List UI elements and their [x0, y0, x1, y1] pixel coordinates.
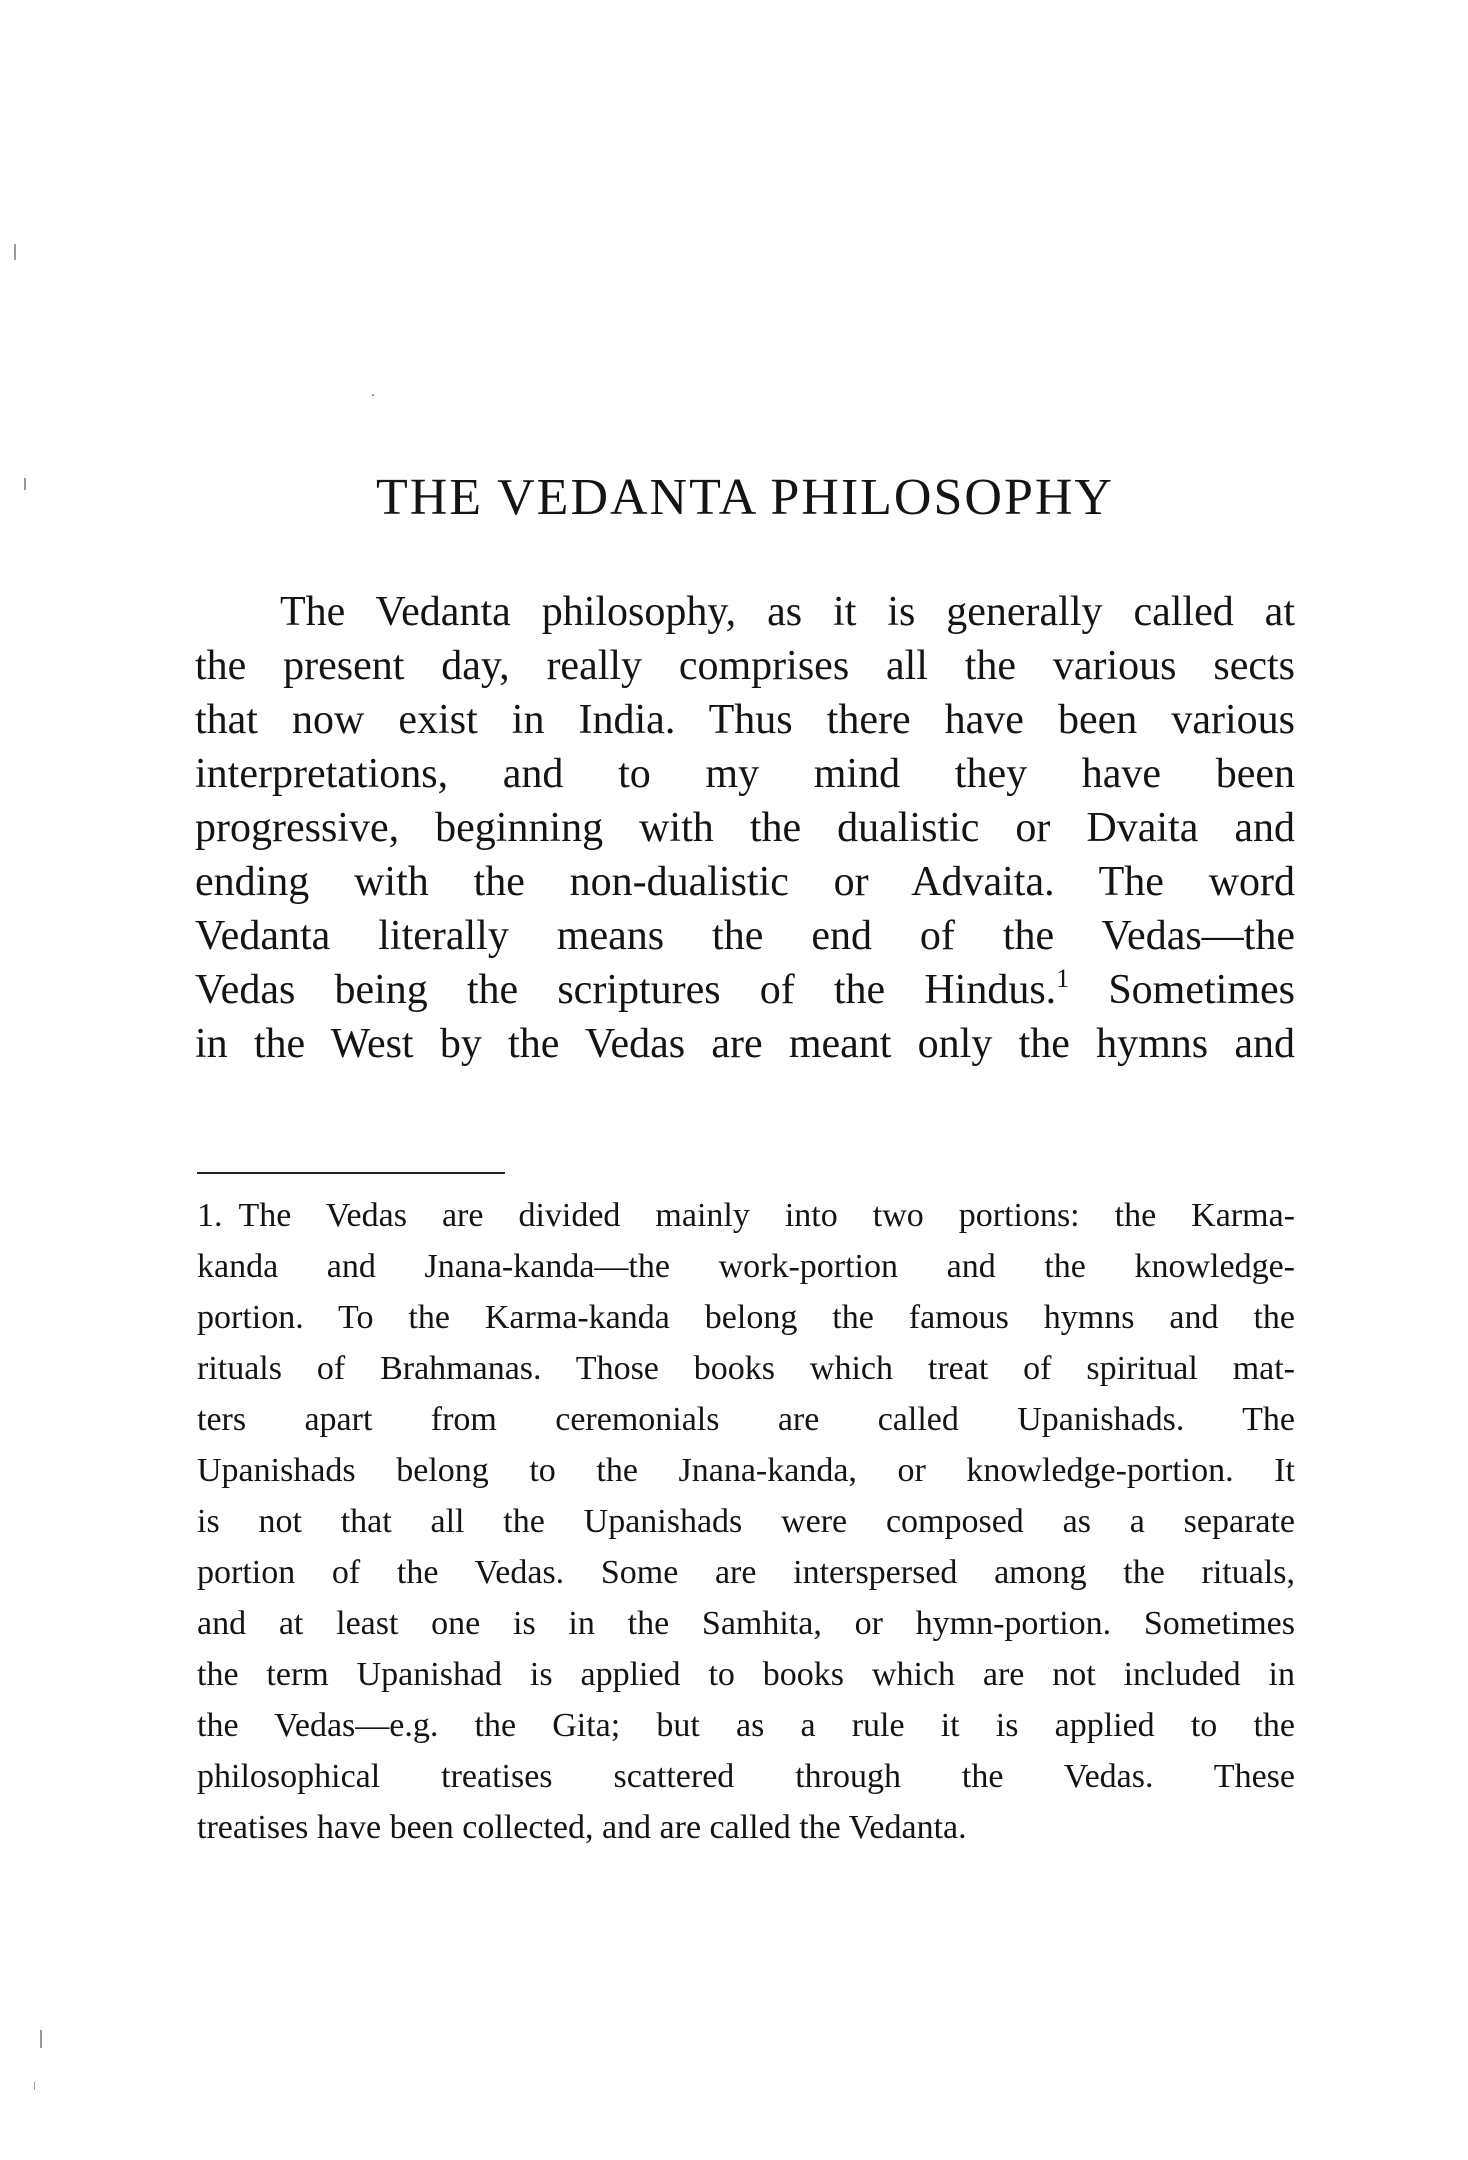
- text-line: progressive, beginning with the dualistic or Dvaita and: [195, 805, 1295, 851]
- text-line-with-footnote-ref: [195, 963, 1295, 1017]
- footnote-text: The Vedas are divided mainly into two portions: the Karma-: [238, 1197, 1295, 1234]
- footnote-number: 1.: [197, 1197, 223, 1234]
- main-paragraph: [195, 585, 1295, 1071]
- footnote-line: and at least one is in the Samhita, or hymn-portion. Sometimes: [197, 1605, 1295, 1642]
- footnote-line: [197, 1190, 1295, 1241]
- text-segment: Sometimes: [1108, 967, 1295, 1013]
- footnote-line: is not that all the Upanishads were composed as a separate: [197, 1503, 1295, 1540]
- footnote-line: the term Upanishad is applied to books which are not included in: [197, 1656, 1295, 1693]
- footnote-line: the Vedas—e.g. the Gita; but as a rule it is applied to the: [197, 1707, 1295, 1744]
- footnote-line: philosophical treatises scattered through the Vedas. These: [197, 1758, 1295, 1795]
- footnote-line: kanda and Jnana-kanda—the work-portion and the knowledge-: [197, 1248, 1295, 1285]
- page-title: THE VEDANTA PHILOSOPHY: [375, 469, 1114, 526]
- footnote-line: ters apart from ceremonials are called Upanishads. The: [197, 1401, 1295, 1438]
- footnote-reference[interactable]: 1: [1056, 964, 1070, 993]
- text-line: Vedanta literally means the end of the Vedas—the: [195, 913, 1295, 959]
- text-line: The Vedanta philosophy, as it is generally called at: [280, 589, 1295, 635]
- footnote-line: portion. To the Karma-kanda belong the famous hymns and the: [197, 1299, 1295, 1336]
- text-line: that now exist in India. Thus there have been various: [195, 697, 1295, 743]
- text-line: ending with the non-dualistic or Advaita. The word: [195, 859, 1295, 905]
- footnote-divider: [197, 1172, 505, 1174]
- text-segment: Vedas being the scriptures of the Hindus.: [195, 967, 1057, 1013]
- footnote-line: portion of the Vedas. Some are interspersed among the rituals,: [197, 1554, 1295, 1591]
- text-line: in the West by the Vedas are meant only the hymns and: [195, 1021, 1295, 1067]
- footnote-line: Upanishads belong to the Jnana-kanda, or knowledge-portion. It: [197, 1452, 1295, 1489]
- footnote: [197, 1190, 1295, 1853]
- footnote-line: treatises have been collected, and are called the Vedanta.: [197, 1809, 967, 1846]
- text-line: the present day, really comprises all the various sects: [195, 643, 1295, 689]
- footnote-line: rituals of Brahmanas. Those books which treat of spiritual mat-: [197, 1350, 1295, 1387]
- text-line: interpretations, and to my mind they have been: [195, 751, 1295, 797]
